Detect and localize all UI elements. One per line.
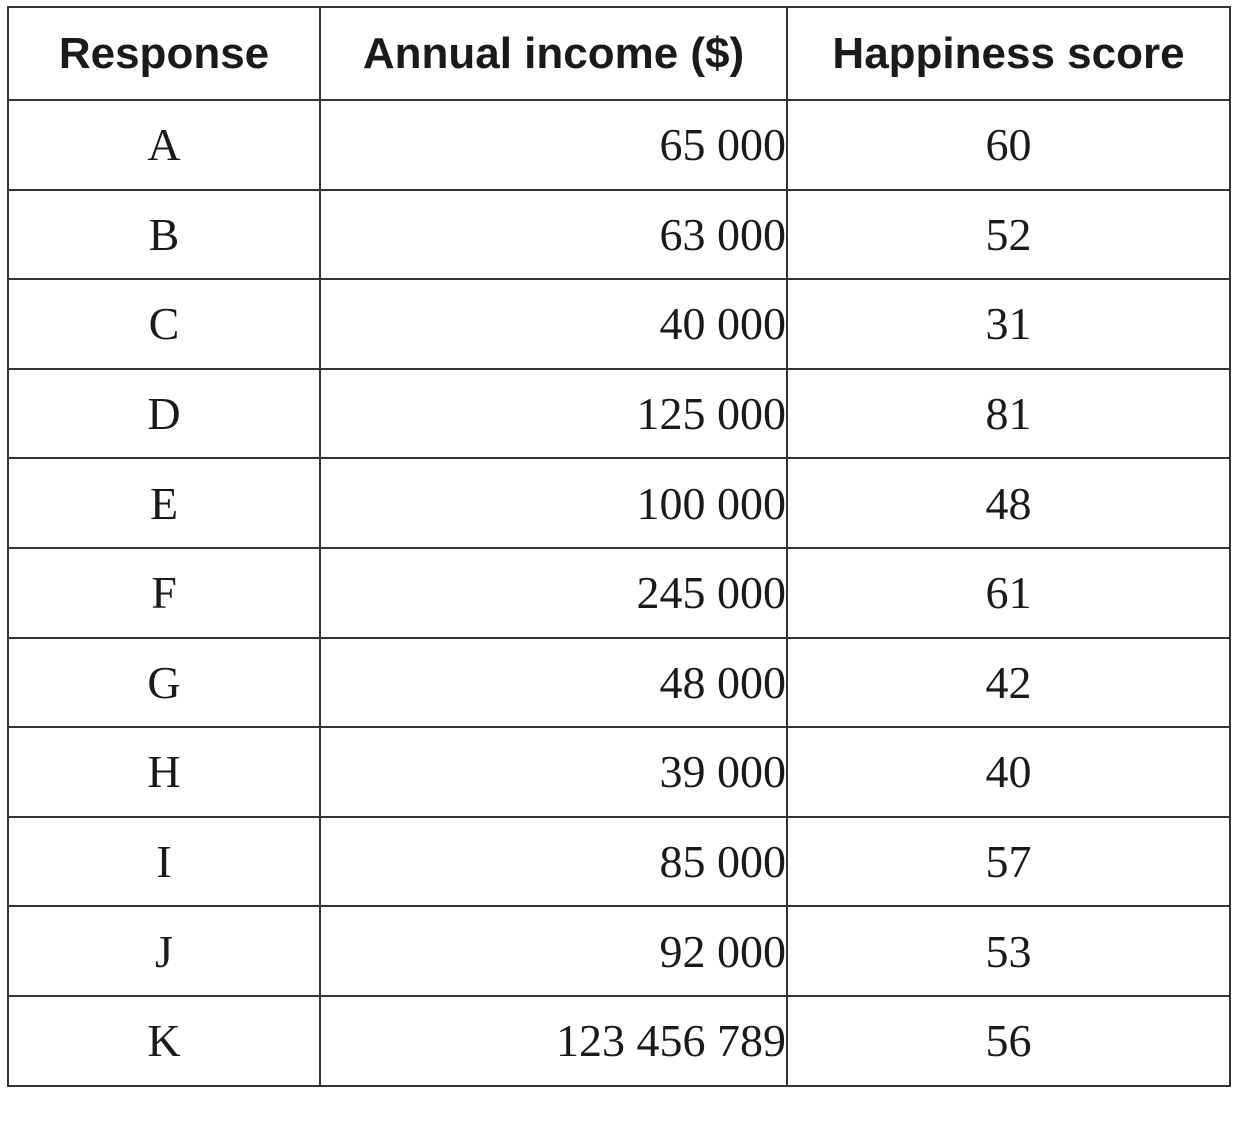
happiness-score-cell: 60 xyxy=(787,100,1230,190)
table-row xyxy=(8,906,1230,996)
annual-income-cell: 65 000 xyxy=(320,100,787,190)
happiness-score-cell: 31 xyxy=(787,279,1230,369)
response-cell: C xyxy=(8,279,320,369)
annual-income-cell: 48 000 xyxy=(320,638,787,728)
happiness-score-cell: 81 xyxy=(787,369,1230,459)
table-header xyxy=(8,7,1230,100)
table-body xyxy=(8,100,1230,1086)
header-annual-income: Annual income ($) xyxy=(320,7,787,100)
table-row xyxy=(8,458,1230,548)
response-cell: B xyxy=(8,190,320,280)
annual-income-cell: 63 000 xyxy=(320,190,787,280)
table-row xyxy=(8,100,1230,190)
response-cell: D xyxy=(8,369,320,459)
happiness-score-cell: 40 xyxy=(787,727,1230,817)
table-row xyxy=(8,279,1230,369)
table-row xyxy=(8,817,1230,907)
annual-income-cell: 123 456 789 xyxy=(320,996,787,1086)
annual-income-cell: 39 000 xyxy=(320,727,787,817)
table-row xyxy=(8,369,1230,459)
response-cell: I xyxy=(8,817,320,907)
table-row xyxy=(8,996,1230,1086)
header-happiness-score: Happiness score xyxy=(787,7,1230,100)
response-cell: G xyxy=(8,638,320,728)
table-row xyxy=(8,190,1230,280)
annual-income-cell: 40 000 xyxy=(320,279,787,369)
response-cell: K xyxy=(8,996,320,1086)
happiness-score-cell: 53 xyxy=(787,906,1230,996)
table-row xyxy=(8,727,1230,817)
response-cell: H xyxy=(8,727,320,817)
response-cell: A xyxy=(8,100,320,190)
happiness-score-cell: 52 xyxy=(787,190,1230,280)
happiness-score-cell: 42 xyxy=(787,638,1230,728)
happiness-score-cell: 57 xyxy=(787,817,1230,907)
happiness-score-cell: 56 xyxy=(787,996,1230,1086)
income-happiness-table xyxy=(7,6,1231,1087)
header-row xyxy=(8,7,1230,100)
table-row xyxy=(8,638,1230,728)
annual-income-cell: 245 000 xyxy=(320,548,787,638)
annual-income-cell: 100 000 xyxy=(320,458,787,548)
annual-income-cell: 85 000 xyxy=(320,817,787,907)
annual-income-cell: 125 000 xyxy=(320,369,787,459)
header-response: Response xyxy=(8,7,320,100)
response-cell: J xyxy=(8,906,320,996)
table-row xyxy=(8,548,1230,638)
annual-income-cell: 92 000 xyxy=(320,906,787,996)
response-cell: F xyxy=(8,548,320,638)
response-cell: E xyxy=(8,458,320,548)
happiness-score-cell: 61 xyxy=(787,548,1230,638)
happiness-score-cell: 48 xyxy=(787,458,1230,548)
